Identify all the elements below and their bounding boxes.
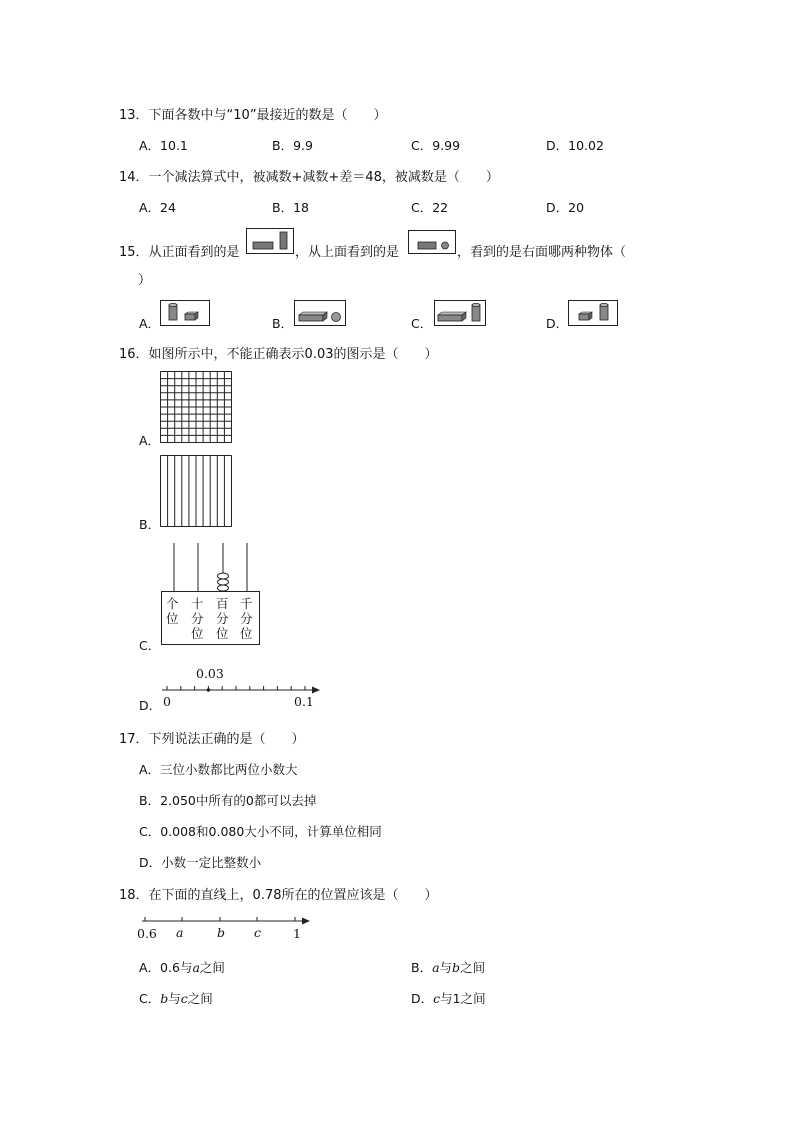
- numberline-label-end: 0.1: [294, 694, 314, 709]
- q16-stem: 16．如图所示中，不能正确表示0.03的图示是（ ）: [119, 347, 438, 362]
- q15-option-d-figure: [568, 300, 618, 326]
- q18-option-b-var2: b: [452, 960, 461, 975]
- abacus-label-hundredths: 百分位: [216, 596, 229, 641]
- q16-option-d[interactable]: D．: [139, 698, 162, 713]
- q15-option-d[interactable]: D．: [546, 316, 569, 331]
- abacus-label-thousandths: 千分位: [240, 596, 253, 641]
- q15-stem-close: ）: [138, 273, 152, 288]
- q18-option-d-var1: c: [433, 991, 441, 1006]
- q18-option-b-suffix: 之间: [460, 960, 486, 975]
- q18-option-d-prefix: D．: [411, 991, 434, 1006]
- q18-label-c: c: [254, 925, 262, 940]
- q15-option-b-figure: [294, 300, 346, 326]
- q14-option-b[interactable]: B．18: [272, 200, 309, 215]
- q13-option-d[interactable]: D．10.02: [546, 138, 604, 153]
- q16-option-c[interactable]: C．: [139, 638, 161, 653]
- q18-option-a[interactable]: [139, 958, 225, 976]
- q14-stem: 14．一个减法算式中，被减数+减数+差＝48，被减数是（ ）: [119, 170, 499, 185]
- q18-option-a-prefix: A．0.6与: [139, 960, 193, 975]
- numberline-label-zero: 0: [163, 694, 171, 709]
- q18-option-a-var1: a: [192, 960, 200, 975]
- q15-option-c-figure: [434, 300, 486, 326]
- q16-option-a[interactable]: A．: [139, 433, 161, 448]
- q15-option-a-figure: [160, 300, 210, 326]
- q18-option-c-suffix: 之间: [187, 991, 213, 1006]
- q17-option-a[interactable]: A．三位小数都比两位小数大: [139, 762, 298, 777]
- q18-option-c[interactable]: [139, 989, 213, 1007]
- q15-stem-part1: 15．从正面看到的是: [119, 245, 240, 260]
- q18-option-d[interactable]: [411, 989, 486, 1007]
- q18-option-c-prefix: C．: [139, 991, 161, 1006]
- q17-option-b[interactable]: B．2.050中所有的0都可以去掉: [139, 793, 317, 808]
- q18-option-c-var2: c: [180, 991, 188, 1006]
- numberline-label-003: 0.03: [196, 666, 224, 681]
- q18-option-b-prefix: B．: [411, 960, 433, 975]
- q15-stem-part2: ，从上面看到的是: [295, 245, 400, 260]
- q13-option-c[interactable]: C．9.99: [411, 138, 461, 153]
- q18-stem: 18．在下面的直线上，0.78所在的位置应该是（ ）: [119, 888, 438, 903]
- abacus-label-ones: 个位: [166, 596, 179, 626]
- front-view-figure: [246, 228, 294, 254]
- q13-option-b[interactable]: B．9.9: [272, 138, 313, 153]
- top-view-figure: [408, 230, 456, 254]
- q18-label-a: a: [176, 925, 184, 940]
- q18-option-b[interactable]: [411, 958, 485, 976]
- q16-option-a-grid: [160, 371, 232, 443]
- q18-option-a-suffix: 之间: [199, 960, 225, 975]
- q15-option-c[interactable]: C．: [411, 316, 433, 331]
- q18-label-06: 0.6: [137, 926, 157, 941]
- q18-label-b: b: [217, 925, 226, 940]
- q13-stem: 13．下面各数中与“10”最接近的数是（ ）: [119, 108, 387, 123]
- q14-option-d[interactable]: D．20: [546, 200, 585, 215]
- q17-stem: 17．下列说法正确的是（ ）: [119, 732, 305, 747]
- q13-option-a[interactable]: A．10.1: [139, 138, 188, 153]
- q14-option-a[interactable]: A．24: [139, 200, 176, 215]
- q16-option-b-strips: [160, 455, 232, 527]
- q15-option-b[interactable]: B．: [272, 316, 294, 331]
- q16-option-b[interactable]: B．: [139, 517, 161, 532]
- q15-option-a[interactable]: A．: [139, 316, 161, 331]
- q18-option-c-var1: b: [160, 991, 169, 1006]
- q17-option-d[interactable]: D．小数一定比整数小: [139, 855, 262, 870]
- q15-stem-part3: ，看到的是右面哪两种物体（: [457, 245, 627, 260]
- q18-option-b-var1: a: [432, 960, 440, 975]
- q18-numberline: [140, 916, 312, 926]
- q18-option-c-mid: 与: [168, 991, 181, 1006]
- q17-option-c[interactable]: C．0.008和0.080大小不同，计算单位相同: [139, 824, 382, 839]
- q18-option-b-mid: 与: [439, 960, 453, 975]
- q14-option-c[interactable]: C．22: [411, 200, 449, 215]
- q18-option-d-suffix: 与1之间: [440, 991, 486, 1006]
- abacus-label-tenths: 十分位: [191, 596, 204, 641]
- q18-label-1: 1: [293, 926, 301, 941]
